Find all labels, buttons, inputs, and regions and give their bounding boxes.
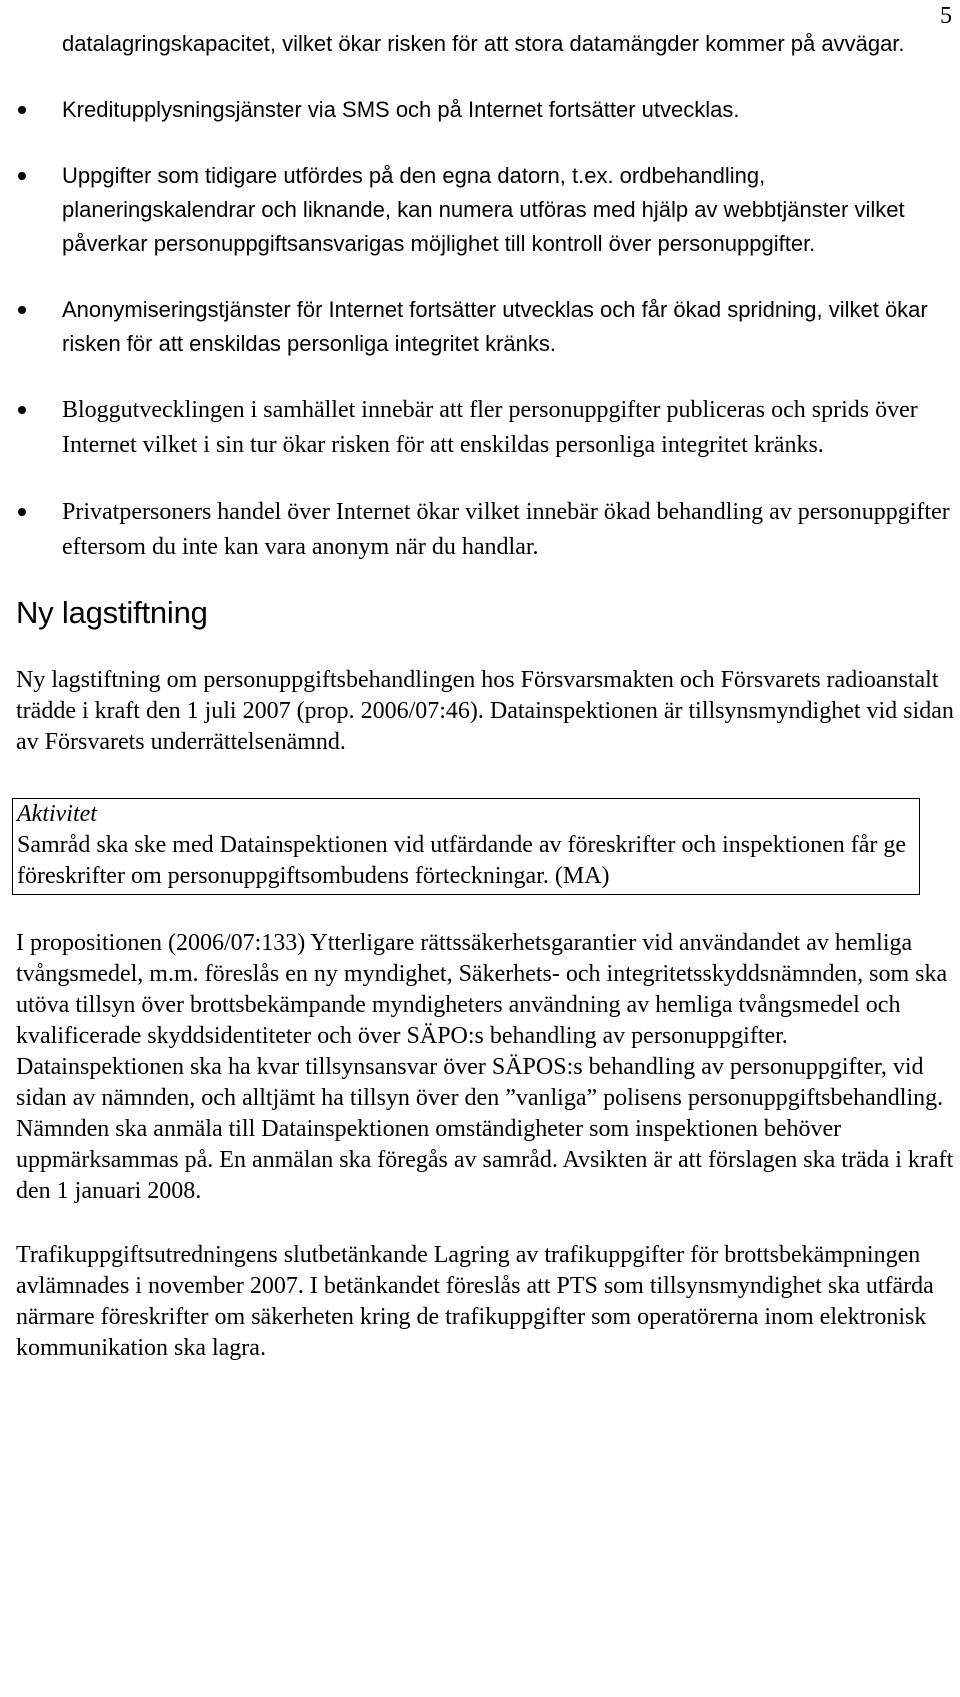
bullet-list: [16, 27, 960, 565]
list-item-text: Anonymiseringstjänster för Internet fortsätter utvecklas och får ökad spridning, vilket ökar risken för att enskildas personliga integritet kränks.: [62, 297, 928, 356]
list-item: [16, 93, 960, 127]
bullet-icon: [18, 106, 26, 114]
activity-title: Aktivitet: [17, 801, 97, 827]
list-item: [16, 393, 960, 463]
paragraph: Ny lagstiftning om personuppgiftsbehandlingen hos Försvarsmakten och Försvarets radioanstalt trädde i kraft den 1 juli 2007 (prop. 2006/07:46). Datainspektionen är tillsynsmyndighet vid sidan av Försvarets underrättelsenämnd.: [16, 667, 954, 755]
bullet-icon: [18, 306, 26, 314]
section-heading: Ny lagstiftning: [16, 595, 208, 630]
spacer: [16, 895, 960, 928]
list-item-text: Privatpersoners handel över Internet ökar vilket innebär ökad behandling av personuppgifter eftersom du inte kan vara anonym när du handlar.: [62, 499, 950, 560]
paragraph: I propositionen (2006/07:133) Ytterligare rättssäkerhetsgarantier vid användandet av hemliga tvångsmedel, m.m. föreslås en ny myndighet, Säkerhets- och integritetsskyddsnämnden, som ska utöva tillsyn över brottsbekämpande myndigheters användning av hemliga tvångsmedel och kvalificerade skyddsidentiteter och över SÄPO:s behandling av personuppgifter. Datainspektionen ska ha kvar tillsynsansvar över SÄPOS:s behandling av personuppgifter, vid sidan av nämnden, och alltjämt ha tillsyn över den ”vanliga” polisens personuppgiftsbehandling. Nämnden ska anmäla till Datainspektionen omständigheter som inspektionen behöver uppmärksammas på. En anmälan ska föregås av samråd. Avsikten är att förslagen ska träda i kraft den 1 januari 2008.: [16, 930, 954, 1204]
list-item: [16, 495, 960, 565]
bullet-icon: [18, 172, 26, 180]
paragraph: Trafikuppgiftsutredningens slutbetänkande Lagring av trafikuppgifter för brottsbekämpningen avlämnades i november 2007. I betänkandet föreslås att PTS som tillsynsmyndighet ska utfärda närmare föreskrifter om säkerheten kring de trafikuppgifter som operatörerna inom elektronisk kommunikation ska lagra.: [16, 1242, 934, 1361]
list-item-text: Uppgifter som tidigare utfördes på den egna datorn, t.ex. ordbehandling, planeringskalendrar och liknande, kan numera utföras med hjälp av webbtjänster vilket påverkar personuppgiftsansvarigas möjlighet till kontroll över personuppgifter.: [62, 163, 905, 256]
list-item-text: datalagringskapacitet, vilket ökar risken för att stora datamängder kommer på avvägar.: [62, 31, 905, 56]
list-item-text: Bloggutvecklingen i samhället innebär att fler personuppgifter publiceras och sprids över Internet vilket i sin tur ökar risken för att enskildas personliga integritet kränks.: [62, 397, 918, 458]
list-item: [16, 293, 960, 361]
document-content: [16, 27, 960, 1364]
list-item: [16, 159, 960, 261]
activity-text: Samråd ska ske med Datainspektionen vid utfärdande av föreskrifter och inspektionen får ge föreskrifter om personuppgiftsombudens förteckningar. (MA): [17, 832, 907, 889]
spacer: [16, 1207, 960, 1240]
list-item: [16, 27, 960, 61]
activity-box: [12, 798, 920, 895]
page-number: 5: [940, 3, 952, 29]
bullet-icon: [18, 406, 26, 414]
bullet-icon: [18, 508, 26, 516]
list-item-text: Kreditupplysningsjänster via SMS och på Internet fortsätter utvecklas.: [62, 97, 740, 122]
